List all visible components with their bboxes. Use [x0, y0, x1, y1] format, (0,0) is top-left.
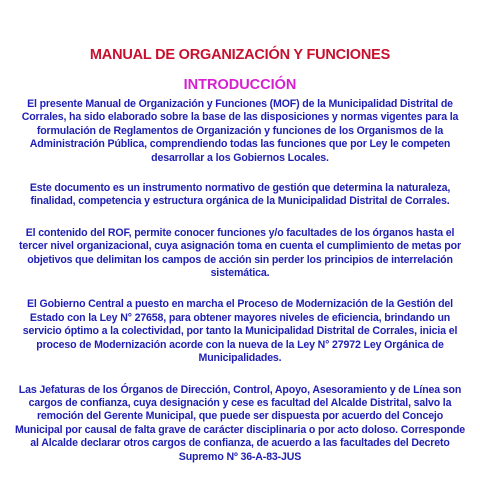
paragraph-3: El contenido del ROF, permite conocer funciones y/o facultades de los órganos hasta el tercer nivel organizacional, cuya asignación toma en cuenta el cumplimiento de metas por objetivos que delimitan los campos de acción sin perder los principios de interrelación sistemática. — [19, 226, 461, 280]
section-heading: INTRODUCCIÓN — [183, 77, 297, 93]
paragraph-5: Las Jefaturas de los Órganos de Dirección, Control, Apoyo, Asesoramiento y de Línea son cargos de confianza, cuya designación y cese es facultad del Alcalde Distrital, salvo la remoción del Gerente Municipal, que puede ser dispuesta por acuerdo del Concejo Municipal por causal de falta grave de carácter disciplinaria o por acto doloso. Corresponde al Alcalde declarar otros cargos de confianza, de acuerdo a las facultades del Decreto Supremo Nº 36-A-83-JUS — [14, 383, 466, 463]
paragraph-4: El Gobierno Central a puesto en marcha el Proceso de Modernización de la Gestión del Estado con la Ley N° 27658, para obtener mayores niveles de eficiencia, brindando un servicio óptimo a la colectividad, por tanto la Municipalidad Distrital de Corrales, inicia el proceso de Modernización acorde con la nueva de la Ley N° 27972 Ley Orgánica de Municipalidades. — [22, 298, 458, 365]
paragraph-1: El presente Manual de Organización y Funciones (MOF) de la Municipalidad Distrital de Corrales, ha sido elaborado sobre la base de las disposiciones y normas vigentes para la formulación de Reglamentos de Organización y funciones de los Organismos de la Administración Pública, comprendiendo todas las funciones que por Ley le competen desarrollar a los Gobiernos Locales. — [21, 98, 459, 164]
document-title: MANUAL DE ORGANIZACIÓN Y FUNCIONES — [89, 47, 391, 63]
paragraph-2: Este documento es un instrumento normativo de gestión que determina la naturaleza, finalidad, competencia y estructura orgánica de la Municipalidad Distrital de Corrales. — [29, 182, 451, 208]
